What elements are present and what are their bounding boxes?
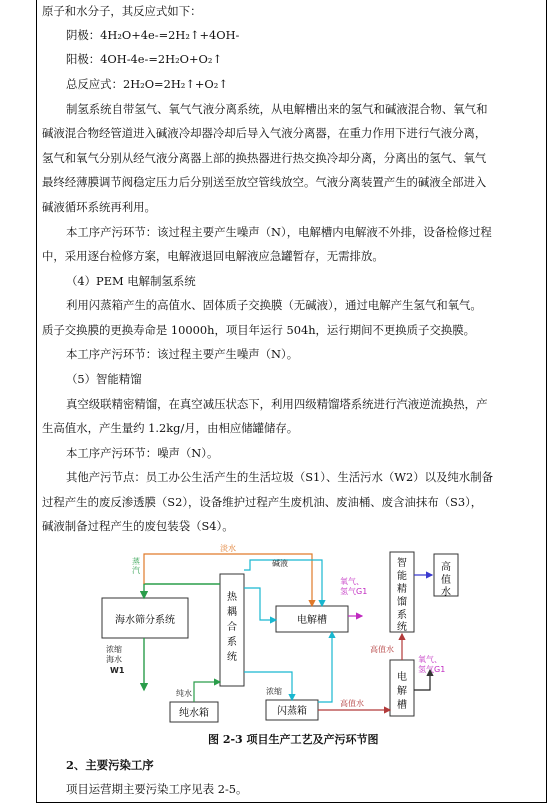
label-concentrate: 浓缩 bbox=[106, 645, 122, 654]
svg-text:W1: W1 bbox=[110, 666, 125, 675]
svg-text:纯水: 纯水 bbox=[176, 689, 192, 698]
paragraph-line: 其他产污节点：员工办公生活产生的生活垃圾（S1）、生活污水（W2）以及纯水制备 bbox=[66, 470, 493, 484]
box-high-value-water bbox=[434, 554, 458, 598]
svg-text:槽: 槽 bbox=[397, 700, 407, 711]
label-lye: 碱液 bbox=[272, 559, 288, 568]
svg-text:氢气G1: 氢气G1 bbox=[418, 665, 446, 674]
paragraph-line: 质子交换膜的更换寿命是 10000h，项目年运行 504h，运行期间不更换质子交换膜。 bbox=[42, 323, 476, 337]
svg-text:馏: 馏 bbox=[397, 597, 407, 608]
svg-text:系: 系 bbox=[397, 610, 407, 621]
paragraph-line: 最终经薄膜调节阀稳定压力后分别送至放空管线放空。气液分离装置产生的碱液全部进入 bbox=[42, 175, 487, 189]
svg-text:电解槽: 电解槽 bbox=[297, 615, 327, 626]
svg-text:耦: 耦 bbox=[227, 607, 237, 618]
svg-text:氢气G1: 氢气G1 bbox=[340, 587, 368, 596]
svg-text:高值水: 高值水 bbox=[340, 699, 364, 708]
box-heat-coupling bbox=[220, 574, 244, 686]
svg-text:系: 系 bbox=[227, 637, 237, 648]
paragraph-line: 碱液循环系统再利用。 bbox=[42, 200, 156, 214]
paragraph-line: 中，采用逐台检修方案，电解液退回电解液应急罐暂存，无需排放。 bbox=[42, 249, 384, 263]
box-electrolyzer-2 bbox=[390, 660, 414, 716]
svg-text:统: 统 bbox=[227, 652, 237, 663]
svg-text:高: 高 bbox=[441, 562, 451, 573]
cathode-equation: 阴极：4H₂O+4e-=2H₂↑+4OH- bbox=[66, 28, 240, 42]
paragraph-line: 原子和水分子，其反应式如下： bbox=[42, 4, 202, 18]
anode-equation: 阳极：4OH-4e-=2H₂O+O₂↑ bbox=[66, 52, 222, 66]
label-steam: 蒸 bbox=[132, 557, 140, 566]
paragraph-line: 本工序产污环节：噪声（N）。 bbox=[66, 446, 219, 460]
svg-text:纯水箱: 纯水箱 bbox=[179, 708, 209, 719]
paragraph-line: 本工序产污环节：该过程主要产生噪声（N），电解槽内电解液不外排，设备检修过程 bbox=[66, 225, 492, 239]
svg-text:电: 电 bbox=[397, 672, 407, 683]
section-heading: （4）PEM 电解制氢系统 bbox=[66, 274, 196, 288]
svg-text:闪蒸箱: 闪蒸箱 bbox=[277, 706, 307, 717]
svg-text:浓缩: 浓缩 bbox=[266, 687, 282, 696]
svg-text:热: 热 bbox=[227, 592, 237, 603]
label-gas-1: 氧气、 bbox=[340, 577, 364, 586]
svg-text:统: 统 bbox=[397, 622, 407, 633]
flow-steam bbox=[144, 584, 220, 598]
paragraph-line: 真空级联精密精馏，在真空减压状态下，利用四级精馏塔系统进行汽液逆流换热，产 bbox=[66, 397, 488, 411]
svg-text:汽: 汽 bbox=[132, 566, 140, 575]
svg-text:水: 水 bbox=[441, 587, 451, 598]
paragraph-line: 利用闪蒸箱产生的高值水、固体质子交换膜（无碱液），通过电解产生氢气和氧气。 bbox=[66, 298, 482, 312]
svg-text:解: 解 bbox=[397, 686, 407, 697]
paragraph-line: 过程产生的废反渗透膜（S2），设备维护过程产生废机油、废油桶、废含油抹布（S3）， bbox=[42, 495, 483, 509]
svg-text:高值水: 高值水 bbox=[370, 645, 394, 654]
box-seawater-system bbox=[102, 598, 188, 638]
svg-text:值: 值 bbox=[441, 575, 451, 586]
flow-pure-water bbox=[194, 682, 220, 702]
process-flow-diagram bbox=[100, 540, 460, 726]
paragraph-line: 生高值水，产生量约 1.2kg/月，由相应储罐储存。 bbox=[42, 421, 299, 435]
box-electrolyzer-1 bbox=[276, 606, 348, 632]
svg-text:合: 合 bbox=[227, 622, 237, 633]
total-equation: 总反应式：2H₂O=2H₂↑+O₂↑ bbox=[66, 77, 228, 91]
svg-text:海水: 海水 bbox=[106, 655, 122, 664]
paragraph-line: 氢气和氧气分别从经气液分离器上部的换热器进行热交换冷却分离，分离出的氢气、氧气 bbox=[42, 151, 487, 165]
figure-caption: 图 2-3 项目生产工艺及产污环节图 bbox=[208, 733, 379, 746]
paragraph-line: 本工序产污环节：该过程主要产生噪声（N）。 bbox=[66, 347, 299, 361]
svg-text:精: 精 bbox=[397, 584, 407, 595]
section-2-title: 2、主要污染工序 bbox=[66, 758, 154, 772]
label-fresh-water: 淡水 bbox=[220, 544, 236, 553]
box-smart-distillation bbox=[390, 552, 414, 633]
box-pure-water-tank bbox=[170, 702, 218, 722]
paragraph-line: 制氢系统自带氢气、氧气气液分离系统，从电解槽出来的氢气和碱液混合物、氧气和 bbox=[66, 102, 488, 116]
svg-text:能: 能 bbox=[397, 571, 407, 582]
section-2-text: 项目运营期主要污染工序见表 2-5。 bbox=[66, 782, 248, 796]
box-flash-tank bbox=[266, 700, 318, 720]
section-heading: （5）智能精馏 bbox=[66, 372, 142, 386]
svg-text:海水筛分系统: 海水筛分系统 bbox=[115, 615, 175, 626]
paragraph-line: 碱液混合物经管道进入碱液冷却器冷却后导入气液分离器，在重力作用下进行气液分离， bbox=[42, 126, 487, 140]
label-gas-2: 氧气、 bbox=[418, 655, 442, 664]
paragraph-line: 碱液制备过程产生的废包装袋（S4）。 bbox=[42, 519, 234, 533]
svg-text:智: 智 bbox=[397, 558, 407, 569]
